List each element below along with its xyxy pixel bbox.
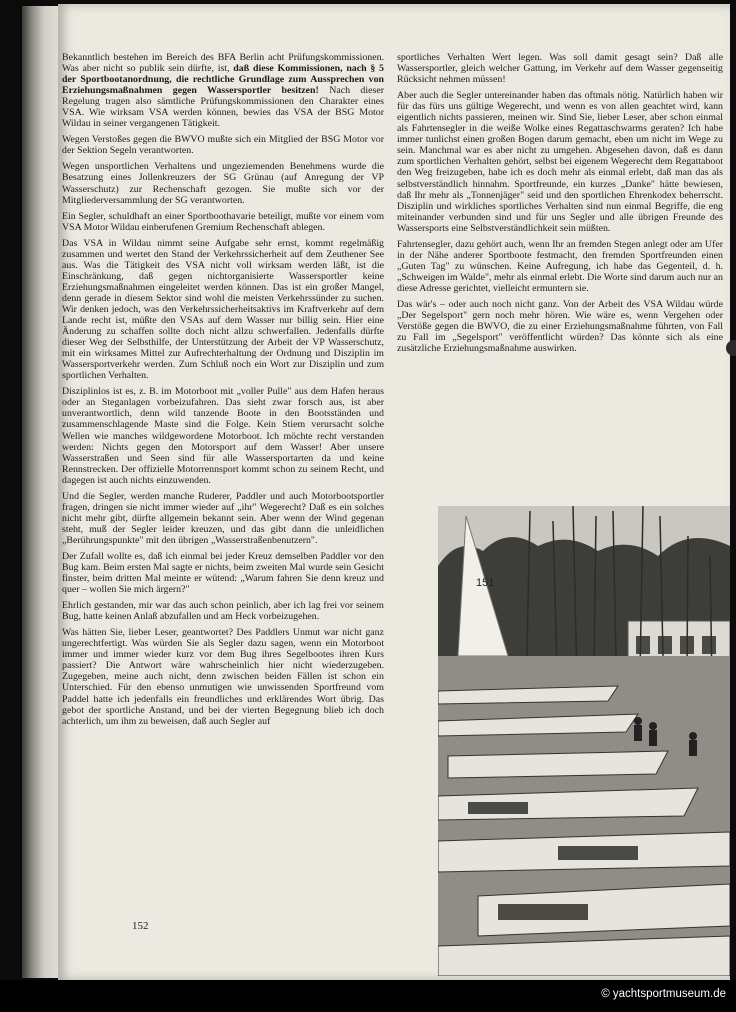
footer-bar <box>0 980 736 1012</box>
paragraph <box>62 211 384 233</box>
paragraph <box>397 90 723 234</box>
text-run: Der Zufall wollte es, daß ich einmal bei jeder Kreuz demselben Paddler vor den Bug kam. Beim ersten Mal sagte er nichts, beim zweiten Mal wurde sein Gesicht finster, beim dritten Mal meinte er wütend: „Warum fahren Sie denn kreuz und quer – wollen Sie mich ärgern?" <box>62 550 384 596</box>
text-run: Aber auch die Segler untereinander haben das oftmals nötig. Natürlich haben wir für das fürs uns gültige Wegerecht, und wenn es von allen geachtet wird, kann eigentlich nichts passieren, meinen wir. Sind Sie, lieber Leser, aber schon einmal als Fahrtensegler in die weiße Wolke eines Regattaschwarms geraten? Ich habe immer tunlichst einen großen Bogen darum gemacht, eben um nicht im Wege zu sein. Manchmal war es aber nicht zu umgehen. Abgesehen davon, daß es dann zum sportlichen Verhalten gehört, selbst bei eigenem Wegerecht dem Regattaboot den Weg freizugeben, habe ich es doch mehr als einmal erlebt, daß man das als selbstverständlich hinnahm. Sportfreunde, ein kurzes „Danke" hätte bewiesen, daß Ihr mehr als „Tonnenjäger" seid und den sportlichen Ehrenkodex beherrscht. Disziplin und wirkliches sportliches Verhalten sind nun einmal Begriffe, die eng miteinander verbunden sind und für uns Segler und alle übrigen Freunde des Wassersports eine Selbstverständlichkeit sein müßten. <box>397 90 723 234</box>
paragraph <box>62 491 384 546</box>
paragraph <box>62 627 384 726</box>
harbor-photo <box>438 506 730 976</box>
text-run: Ein Segler, schuldhaft an einer Sportboothavarie beteiligt, mußte vor einem vom VSA Motor Wildau einberufenen Gremium Rechenschaft ablegen. <box>62 210 384 233</box>
sail-number: 151 <box>476 577 495 589</box>
left-text-column <box>62 52 384 732</box>
text-run: sportliches Verhalten Wert legen. Was soll damit gesagt sein? Daß alle Wassersportler, gleich welcher Gattung, im Verkehr auf dem Wasser gegenseitig Rücksicht nehmen müssen! <box>397 52 723 86</box>
text-run: Was hätten Sie, lieber Leser, geantwortet? Des Paddlers Unmut war nicht ganz ungerechtfertigt. Was würden Sie als Segler dazu sagen, wenn ein Motorboot immer und immer wieder kurz vor dem Bug ihres Segelbootes ihren Kurs passiert? Die Antwort wäre wahrscheinlich hier nicht wiederzugeben. Zugegeben, meine auch nicht, denn zwischen beiden Fällen ist schon ein Unterschied. Für den ebenso unmutigen wie unwissenden Sportfreund vom Paddel hatte ich jedenfalls ein freundliches und erklärendes Wort übrig. Das gebot der sportliche Anstand, und bei der vierten Begegnung blieb ich doch achterlich, um ihm zu beweisen, daß auch Segler auf <box>62 627 384 727</box>
paragraph <box>397 239 723 294</box>
text-run: Disziplinlos ist es, z. B. im Motorboot mit „voller Pulle" aus dem Hafen heraus oder an Steganlagen vorbeizufahren. Das sieht zwar forsch aus, ist aber unverantwortlich, denn wild tanzende Boote in den Bootsständen und zusammenschlagende Maste sind die Folge. Kein Stiem verursacht solche Wellen wie manches wildgewordene Motorboot. Ich möchte recht verstanden werden: Nichts gegen den Motorsport auf dem Wasser! Aber unsere Wasserstraßen und Seen sind für alle Wassersportarten da und keine Rennstrecken. Der offizielle Motorrennsport kommt schon zu seinem Recht, und dagegen ist auch nichts einzuwenden. <box>62 386 384 486</box>
text-run: Und die Segler, werden manche Ruderer, Paddler und auch Motorbootsportler fragen, dringen sie nicht immer wieder auf „ihr" Wegerecht? Daß es ein solches nicht mehr gibt, dürfte allgemein bekannt sein. Aber wenn der Wind gegenan steht, muß der Segler leider kreuzen, und das gibt dann die unleidlichen „Berührungspunkte" mit den übrigen „Wasserstraßenbenutzern". <box>62 490 384 546</box>
paragraph <box>397 52 723 85</box>
right-text-column <box>397 52 723 359</box>
text-run: Fahrtensegler, dazu gehört auch, wenn Ihr an fremden Stegen anlegt oder am Ufer in der Nähe anderer Sportboote festmacht, den fremden Sportfreunden einen „Guten Tag" zu wünschen. Keine Aufregung, ich habe das Gegenteil, d. h. „Schweigen im Walde", mehr als einmal erlebt. Die Worte sind darum auch nur an diese Adresse gerichtet, vielleicht ermuntern sie. <box>397 238 723 294</box>
paragraph <box>62 134 384 156</box>
sailboat-harbor-image <box>438 506 730 976</box>
book-binding <box>22 6 62 978</box>
paragraph <box>62 551 384 595</box>
paragraph <box>62 238 384 382</box>
text-run: Nach dieser Regelung tragen also sämtliche Prüfungskommissionen den Charakter eines VSA. Wie wirksam VSA werden können, bewies das VSA der BSG Motor Wildau in seiner vergangenen Tätigkeit. <box>62 85 384 130</box>
paragraph <box>62 161 384 205</box>
text-run: Ehrlich gestanden, mir war das auch schon peinlich, aber ich lag frei vor seinem Bug, hatte keinen Anlaß abzufallen und am Heck vorbeizugehen. <box>62 600 384 623</box>
text-run: Wegen unsportlichen Verhaltens und ungeziemenden Benehmens wurde die Besatzung eines Jollenkreuzers der SG Grünau (auf Anregung der VP Wasserschutz) zur Rechenschaft gezogen. Sie mußte sich vor der Mitgliederversammlung der SG verantworten. <box>62 161 384 206</box>
paragraph <box>62 52 384 129</box>
paragraph <box>62 600 384 622</box>
paragraph <box>62 386 384 485</box>
text-run: Wegen Verstoßes gegen die BWVO mußte sich ein Mitglied der BSG Motor vor der Sektion Segeln verantworten. <box>62 134 384 157</box>
text-run: Bekanntlich bestehen im Bereich des BFA Berlin acht Prüfungskommissionen. Was aber nicht so publik sein dürfte, ist, <box>62 52 384 75</box>
text-run: Das VSA in Wildau nimmt seine Aufgabe sehr ernst, kommt regelmäßig zusammen und wertet den Stand der Verkehrssicherheit auf dem Zeuthener See aus. Was die Tätigkeit des VSA nicht voll wirksam werden läßt, ist die Einschränkung, daß gegen nichtorganisierte Wassersportler keine Erziehungsmaßnahmen eingeleitet werden können. Das ist ein großer Mangel, denn gerade in diesem Sektor sind wohl die meisten Verkehrssünder zu suchen. Wir denken jedoch, was den Verkehrssicherheitsaktivs im Kraftverkehr auf dem Lande recht ist, müßte den VSAs auf dem Wasser nur billig sein. Hier eine Änderung zu schaffen sollte doch nicht allzu schwerfallen. Jedenfalls dürfte dieser Weg der Selbsthilfe, der Unterstützung der Arbeit der VP Wasserschutz, mit ein wirksames Mittel zur Aufrechterhaltung der Ordnung und Disziplin im Wassersportverkehr werden. Zum Schluß noch ein Wort zur Disziplin und zum sportlichen Verhalten. <box>62 237 384 382</box>
page-number: 152 <box>132 920 149 932</box>
page-edge-mark <box>726 340 736 356</box>
paragraph <box>397 299 723 354</box>
text-run: Das wär's – oder auch noch nicht ganz. Von der Arbeit des VSA Wildau würde „Der Segelsport" gern noch mehr hören. Wie wäre es, wenn Vergehen oder Verstöße gegen die BWVO, die zu einer Erziehungsmaßnahme führten, von Fall zu Fall im „Segelsport" veröffentlicht würden? Das könnte sich als eine zusätzliche Erziehungsmaßnahme auswirken. <box>397 298 723 355</box>
credit-label: © yachtsportmuseum.de <box>601 988 726 1000</box>
bold-text-run: daß diese Kommissionen, nach § 5 der Sportbootanordnung, die rechtliche Grundlage zum Aussprechen von Erziehungsmaßnahmen gegen Wassersportler besitzen! <box>62 63 384 97</box>
